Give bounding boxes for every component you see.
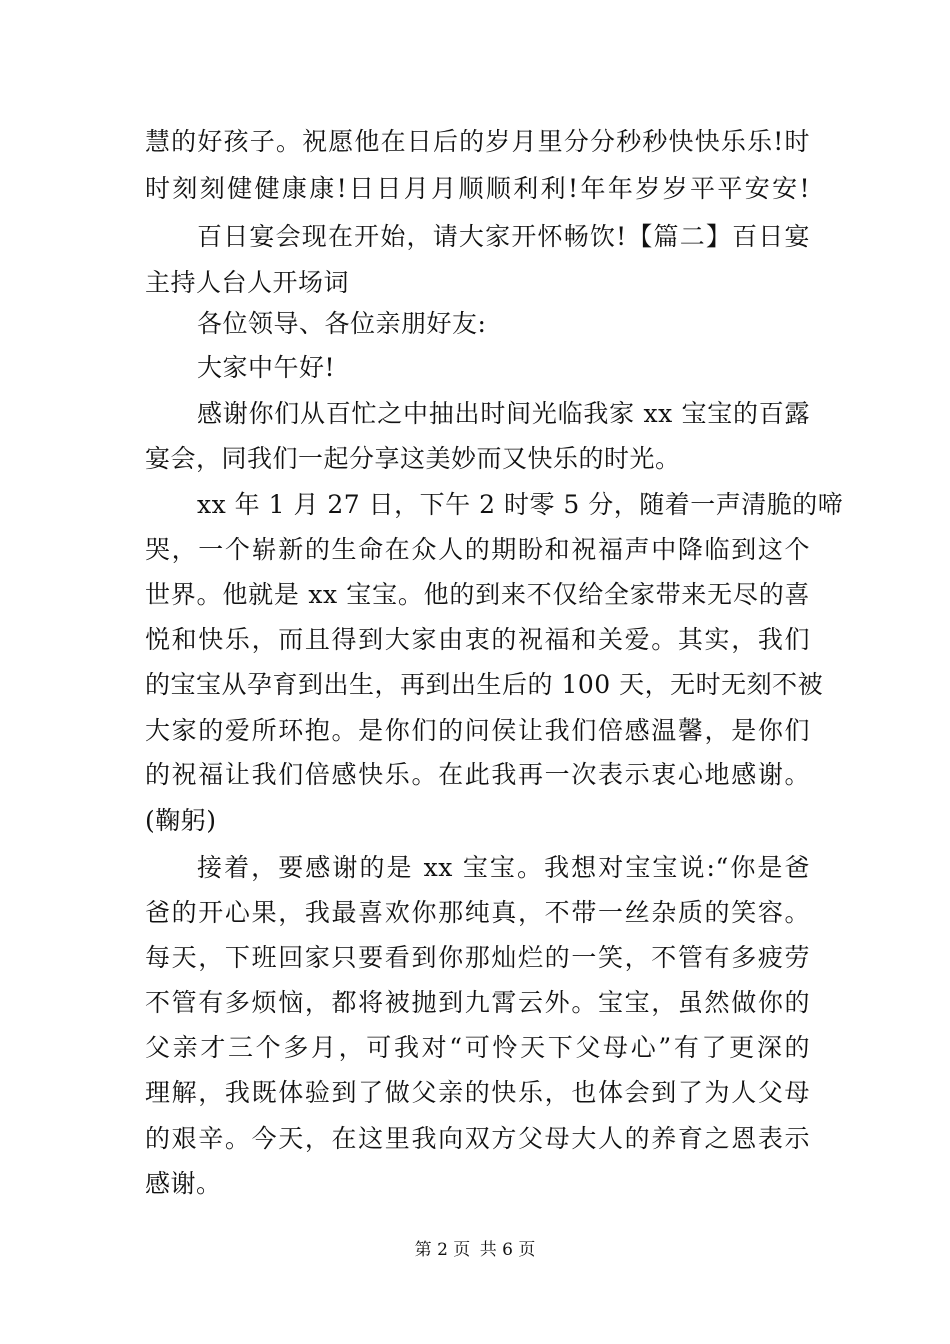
text-line: 不管有多烦恼，都将被抛到九霄云外。宝宝，虽然做你的 bbox=[145, 988, 810, 1017]
text-line: 时刻刻健健康康!日日月月顺顺利利!年年岁岁平平安安! bbox=[145, 174, 810, 203]
text-line: 每天，下班回家只要看到你那灿烂的一笑，不管有多疲劳 bbox=[145, 943, 810, 972]
text-line: 接着，要感谢的是 xx 宝宝。我想对宝宝说:“你是爸 bbox=[197, 853, 810, 882]
text-line: 大家中午好! bbox=[197, 353, 336, 382]
text-line: 的艰辛。今天，在这里我向双方父母大人的养育之恩表示 bbox=[145, 1124, 810, 1153]
text-line: (鞠躬) bbox=[145, 806, 217, 835]
text-line: 的祝福让我们倍感快乐。在此我再一次表示衷心地感谢。 bbox=[145, 760, 810, 789]
page-number: 第 2 页 bbox=[414, 1240, 471, 1260]
text-line: xx 年 1 月 27 日，下午 2 时零 5 分，随着一声清脆的啼 bbox=[197, 490, 844, 519]
text-line: 的宝宝从孕育到出生，再到出生后的 100 天，无时无刻不被 bbox=[145, 670, 824, 699]
text-line: 世界。他就是 xx 宝宝。他的到来不仅给全家带来无尽的喜 bbox=[145, 580, 810, 609]
text-line: 慧的好孩子。祝愿他在日后的岁月里分分秒秒快快乐乐!时 bbox=[145, 127, 810, 156]
text-line: 哭，一个崭新的生命在众人的期盼和祝福声中降临到这个 bbox=[145, 535, 810, 564]
text-line: 悦和快乐，而且得到大家由衷的祝福和关爱。其实，我们 bbox=[145, 625, 810, 654]
page-footer bbox=[0, 1240, 950, 1260]
text-line: 大家的爱所环抱。是你们的问侯让我们倍感温馨，是你们 bbox=[145, 716, 810, 745]
text-line: 感谢。 bbox=[145, 1169, 222, 1198]
text-line: 主持人台人开场词 bbox=[145, 268, 350, 297]
text-line: 父亲才三个多月，可我对“可怜天下父母心”有了更深的 bbox=[145, 1033, 810, 1062]
text-line: 理解，我既体验到了做父亲的快乐，也体会到了为人父母 bbox=[145, 1078, 810, 1107]
text-line: 宴会，同我们一起分享这美妙而又快乐的时光。 bbox=[145, 444, 681, 473]
page-total: 共 6 页 bbox=[479, 1240, 536, 1260]
text-line: 各位领导、各位亲朋好友: bbox=[197, 309, 487, 338]
text-line: 百日宴会现在开始，请大家开怀畅饮!【篇二】百日宴 bbox=[197, 222, 810, 251]
text-line: 爸的开心果，我最喜欢你那纯真，不带一丝杂质的笑容。 bbox=[145, 898, 810, 927]
text-line: 感谢你们从百忙之中抽出时间光临我家 xx 宝宝的百露 bbox=[197, 399, 810, 428]
